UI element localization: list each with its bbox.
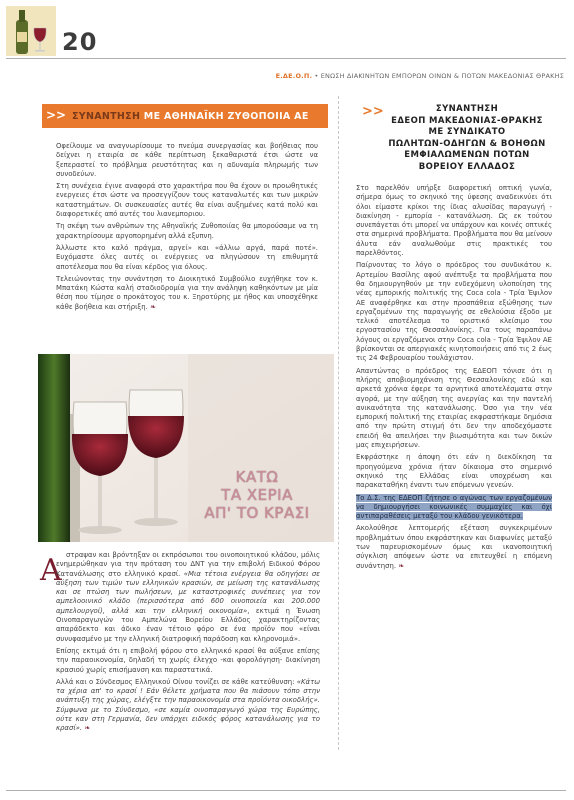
paragraph <box>56 551 320 644</box>
paragraph-text: Τελειώνοντας την συνάντηση το Διοικητικό Συμβούλιο ευχήθηκε τον κ. Μπατάκη Κώστα καλή σταδιοδρομία για την ανάληψη καθηκόντων με μία θέση που τίμησε ο προκάτοχος του κ. Ξηροτύρης με ήθος και υποσχέθηκε κάθε βοήθεια και στήριξη. <box>56 274 318 311</box>
paragraph <box>356 524 552 570</box>
paragraph: Οφείλουμε να αναγνωρίσουμε το πνεύμα συνεργασίας και βοήθειας που δείχνει η εταιρία σε κάθε περίπτωση ξεκαθαριστά έτσι ώστε να ξεπεραστεί το πρόβλημα ρευστότητας και η αδυναμία πληρωμής των συνοδεύων. <box>56 142 318 178</box>
paragraph: Παίρνοντας το λόγο ο πρόεδρος του συνδικάτου κ. Αρτεμίου Βασίλης αφού ανέπτυξε τα προβλήματα που θα δημιουργηθούν με την ενδεχόμενη υλοποίηση της νέας εμπορικής πολιτικής της Coca cola - Τρία Έψιλον ΑΕ αναφέρθηκε και στην προσπάθεια εξώθησης των εργαζομένων της παραγωγής σε εθελούσια έξοδο με τελικό αποτέλεσμα το οριστικό κλείσιμο του εργοστασίου της Θεσσαλονίκης. Για τους παραπάνω λόγους οι εργαζόμενοι στην Coca cola - Τρία Έψιλον ΑΕ βρίσκονται σε απεργιακές κινητοποιήσεις από τις 2 έως τις 24 Φεβρουαρίου τουλάχιστον. <box>356 261 552 363</box>
paragraph <box>56 678 320 734</box>
paragraph: Στη συνέχεια έγινε αναφορά στο χαρακτήρα που θα έχουν οι προωθητικές ενεργειες έτσι ώστε να προσεγγίζουν τους καταναλωτές και των μικρών καταστημάτων. Οι συσκευασίες αυτές θα είναι αυξημένες κατά πολύ και διαφορετικές από αυτές του λιανεμποριου. <box>56 182 318 219</box>
wine-article-body <box>56 551 320 737</box>
article-title-highlight: ΣΥΝΑΝΤΗΣΗ <box>72 111 141 122</box>
paragraph: Εκφράστηκε η άποψη ότι εάν η διεκδίκηση τα προηγούμενα χρόνια ήταν δίκαιομα στο σημερινό σκηνικό της Ελλάδας είναι υποχρέωση και παρακαταθήκη έναντι των επόμενων γενεών. <box>356 453 552 490</box>
article-banner-athenian-brewery <box>42 104 328 128</box>
heading-line: ΠΩΛΗΤΩΝ-ΟΔΗΓΩΝ & ΒΟΗΘΩΝ <box>388 138 546 149</box>
double-chevron-icon: >> <box>46 108 67 122</box>
page-number: 20 <box>62 28 98 56</box>
heading-line: ΕΔΕΟΠ ΜΑΚΕΔΟΝΙΑΣ-ΘΡΑΚΗΣ <box>391 115 543 126</box>
header-publication <box>276 72 564 80</box>
right-article-heading <box>378 104 556 173</box>
paragraph-text: Αλλά και ο Σύνδεσμος Ελληνικού Οίνου τονίζει σε κάθε κατεύθυνση: <box>56 677 297 686</box>
photo-headline-line: ΤΑ ΧΕΡΙΑ <box>221 486 293 504</box>
double-chevron-icon: >> <box>362 104 384 119</box>
end-mark-icon: ❧ <box>84 724 91 733</box>
header-org-short: Ε.ΔΕ.Ο.Π. <box>275 72 313 80</box>
footer-rule <box>6 790 566 791</box>
heading-line: ΜΕ ΣΥΝΔΙΚΑΤΟ <box>428 127 506 137</box>
header-rule <box>6 58 566 59</box>
drop-cap: Α <box>40 553 62 588</box>
photo-headline-line: ΑΠ' ΤΟ ΚΡΑΣΙ <box>204 504 310 522</box>
quote: «Μια τέτοια ενέργεια θα οδηγήσει σε αύξηση των τιμών των ελληνικών κρασιών, σε μείωση της κατανάλωσης και σε πτώση των πωλήσεων, με καταστροφικές συνέπειες για τον αμπελοοινικό κλάδο (περισσότερα από 600 οινοποιεία και 200.000 αμπελουργοί), αλλά και την ελληνική οικονομία» <box>56 569 320 615</box>
paragraph <box>56 275 318 312</box>
magazine-logo <box>6 6 56 56</box>
quote: «Κάτω τα χέρια απ' το κρασί ! Εάν θέλετε χρήματα που θα πιάσουν τόπο στην ανάπτυξη της χώρας, ελέγξτε την παραοικονομία στα προϊόντα οικοδλής». Σύμφωνα με το Σύνδεσμο, «σε καμία οινοπαραγωγό χώρα της Ευρώπης, ούτε καν στη Γερμανία, δεν υπάρχει ειδικός φόρος κατανάλωσης για το κρασί». <box>56 677 320 733</box>
paragraph: Τη σκέψη των ανθρώπων της Αθηναϊκής Ζυθοποιίας θα μπορούσαμε να τη χαρακτηρίσουμε αργοπορημένη αλλά εξυπνη. <box>56 222 318 240</box>
heading-line: ΒΟΡΕΙΟΥ ΕΛΛΑΔΟΣ <box>418 161 516 172</box>
paragraph: Στο παρελθόν υπήρξε διαφορετική οπτική γωνία, σήμερα όμως το σκηνικό της ύφεσης αναδεικνύει ότι όλοι είμαστε κρίκοι της ίδιας αλυσίδας παραγωγή - διακίνηση - εμπορία - κατανάλωση. Ως εκ τούτου συνεπάγεται ότι μπορεί να υπάρχουν και κοινές οπτικές στα σημερινά προβλήματα. Προβλήματα που θα μείνουν άλυτα εάν αναλωθούμε στις πρακτικές του παρελθόντος. <box>356 184 552 258</box>
heading-line: ΕΜΦΙΑΛΩΜΕΝΩΝ ΠΟΤΩΝ <box>404 150 530 160</box>
left-article-body <box>56 142 318 315</box>
highlight-text: Το Δ.Σ. της ΕΔΕΟΠ ζήτησε ο αγώνας των εργαζομένων να δημιουργήσει κοινωνικές συμμαχίες και όχι αντιπαραθέσεις μεταξύ του κλάδου γενικότερα. <box>356 493 552 521</box>
column-divider <box>338 96 339 750</box>
wine-bottle-glass-icon <box>6 6 56 56</box>
paragraph-text: , εκτιμά η Ένωση Οινοπαραγωγών του Αμπελώνα Βορείου Ελλάδος χαρακτηρίζοντας απαράδεκτο και άδικο έναν τέτοιο φόρο σε ένα προϊόν που «είναι συνυφασμένο με την ελληνική διατροφική παράδοση και κληρονομιά». <box>56 606 320 643</box>
photo-headline-line: ΚΑΤΩ <box>235 468 279 486</box>
article-title-rest: ΜΕ ΑΘΗΝΑΪΚΗ ΖΥΘΟΠΟΙΙΑ ΑΕ <box>140 111 309 122</box>
photo-headline <box>172 468 342 522</box>
paragraph: Απαντώντας ο πρόεδρος της ΕΔΕΟΠ τόνισε ότι η πλήρης αποβιομηχάνιση της Θεσσαλονίκης εδώ και αρκετά χρόνια έφερε τα αρνητικά αποτελέσματα στην αγορά, με την αύξηση της ανεργίας και την παντελή ανικανότητα της κατανάλωσης. Όσο για την νέα εμπορική πολιτική της εταιρίας εκφραστήκαμε δημόσια από την πρώτη στιγμή ότι δεν την αποδεχόμαστε επειδή θα απειλήσει την βιωσιμότητα και των δικών μας επιχειρήσεων. <box>356 366 552 450</box>
paragraph: Άλλωστε κτο καλό πράγμα, αργεί» και «άλλιω αργά, παρά ποτέ». Ευχόμαστε όλες αυτές οι ενέργειες να πληγώσουν τη επιθυμητά αποτέλεσμα που θα είναι κέρδος για όλους. <box>56 243 318 271</box>
paragraph-text: Ακολούθησε λεπτομερής εξέταση συγκεκριμένων προβλημάτων όπου εκφράστηκαν και διαφωνίες μεταξύ των παρευρισκομένων όμως και ικανοποιητική σύγκλιση απόψεων ώστε να επιτευχθεί η επόμενη συνάντηση. <box>356 524 552 570</box>
heading-line: ΣΥΝΑΝΤΗΣΗ <box>435 104 499 114</box>
article-title <box>72 111 309 122</box>
right-article-body <box>356 184 552 574</box>
highlighted-paragraph <box>356 494 552 522</box>
end-mark-icon: ❧ <box>150 302 156 311</box>
paragraph-text: στραψαν και βρόντηξαν οι εκπρόσωποι του οινοποιητικού κλάδου, μόλις ενημερώθηκαν για την πρόταση του ΔΝΤ για την επιβολή Ειδικού Φόρου Κατανάλωσης στο ελληνικό κρασί. <box>56 551 320 578</box>
paragraph: Επίσης εκτιμά ότι η επιβολή φόρου στο ελληνικό κρασί θα αύξανε επίσης την παραοικονομία, δηλαδή τη χωρίς έλεγχο -και φορολόγηση- διακίνηση κρασιού χωρίς επισήμανση και παραστατικά. <box>56 646 320 674</box>
header-org-full: • ΕΝΩΣΗ ΔΙΑΚΙΝΗΤΩΝ ΕΜΠΟΡΩΝ ΟΙΝΩΝ & ΠΟΤΩΝ ΜΑΚΕΔΟΝΙΑΣ ΘΡΑΚΗΣ <box>314 72 564 80</box>
end-mark-icon: ❧ <box>398 561 405 570</box>
